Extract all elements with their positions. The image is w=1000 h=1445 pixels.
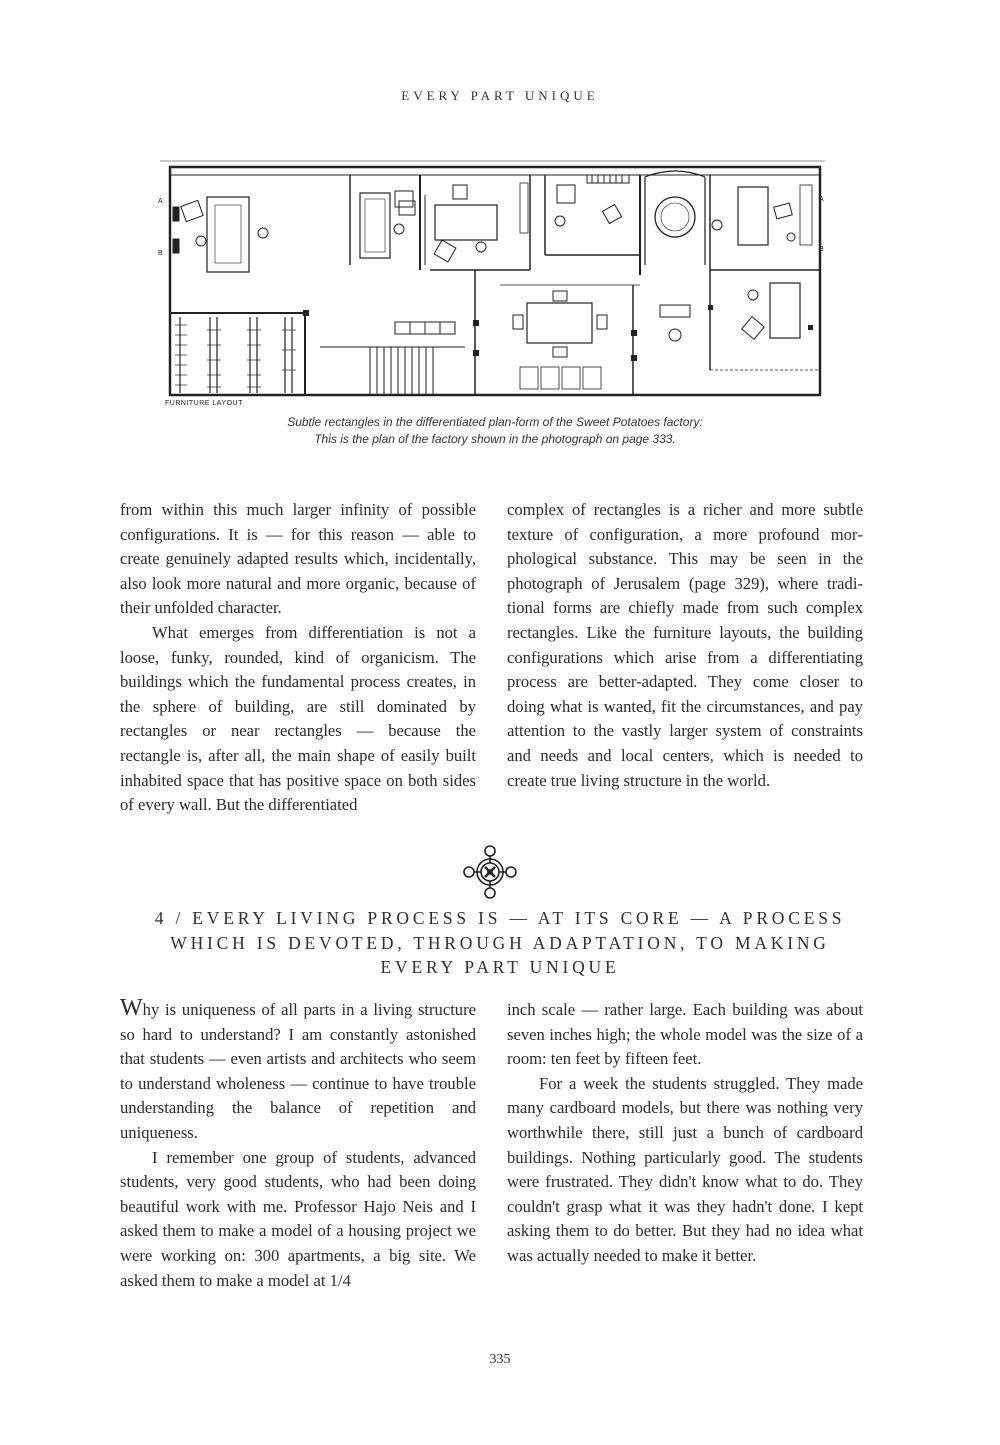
- text-column-right-bottom: [507, 998, 863, 1269]
- section-heading-line-3: EVERY PART UNIQUE: [380, 957, 620, 977]
- caption-line-2: This is the plan of the factory shown in the photograph on page 333.: [314, 432, 676, 446]
- plan-marker-a-right: A: [819, 196, 824, 203]
- text-column-left-bottom: [120, 995, 476, 1293]
- section-heading-line-2: WHICH IS DEVOTED, THROUGH ADAPTATION, TO MAKING: [170, 932, 830, 953]
- plan-marker-b-right: B: [819, 246, 824, 253]
- plan-marker-b-left: B: [158, 250, 163, 257]
- paragraph: inch scale — rather large. Each building was about seven inches high; the whole model was the size of a room: ten feet by fifteen feet.: [507, 1000, 863, 1069]
- ornament-icon: [460, 842, 520, 902]
- paragraph: [120, 995, 476, 1146]
- running-head: EVERY PART UNIQUE: [401, 88, 599, 103]
- figure-caption: [120, 414, 870, 448]
- floor-plan-figure: [155, 155, 830, 410]
- section-heading-line-1: 4 / EVERY LIVING PROCESS IS — AT ITS CORE — A PROCESS: [154, 908, 846, 928]
- page-number: 335: [489, 1352, 511, 1367]
- plan-label: FURNITURE LAYOUT: [165, 400, 243, 407]
- paragraph-text: hy is uniqueness of all parts in a living structure so hard to understand? I am constantly astonished that students — even artists and architects who seem to understand wholeness — continue to have trouble understanding the balance of repetition and uniqueness.: [120, 1000, 476, 1142]
- caption-line-1: Subtle rectangles in the differentiated plan-form of the Sweet Potatoes factory:: [287, 415, 703, 429]
- section-heading: [100, 906, 900, 980]
- plan-marker-a-left: A: [158, 198, 163, 205]
- text-column-right-top: [507, 498, 863, 793]
- paragraph: complex of rectangles is a richer and more subtle texture of configuration, a more profound morphological substance. This may be seen in the photograph of Jerusalem (page 329), where traditional forms are chiefly made from such complex rectangles. Like the furniture layouts, the building configurations which arise from a differentiating process are better-adapted. They come closer to doing what is wanted, fit the circumstances, and pay attention to the vastly larger system of constraints and needs and local centers, which is needed to create true living structure in the world.: [507, 500, 863, 790]
- text-column-left-top: [120, 498, 476, 818]
- paragraph: What emerges from differentiation is not a loose, funky, rounded, kind of organicism. The buildings which the fundamental process creates, in the sphere of building, are still dominated by rectangles or near rectangles — because the rectangle is, after all, the main shape of easily built inhabited space that has positive space on both sides of every wall. But the differentiated: [120, 622, 476, 815]
- paragraph: from within this much larger infinity of possible configurations. It is — for this reason — able to create genuinely adapted results which, incidentally, also look more natural and more organic, because of their unfolded character.: [120, 500, 476, 618]
- drop-cap: W: [120, 995, 143, 1021]
- paragraph: I remember one group of students, advanced students, very good students, who had been doing beautiful work with me. Professor Hajo Neis and I asked them to make a model of a housing project we were working on: 300 apartments, a big site. We asked them to make a model at 1/4: [120, 1147, 476, 1290]
- paragraph: For a week the students struggled. They made many cardboard models, but there was nothing very worthwhile there, still just a bunch of cardboard buildings. Nothing particularly good. The students were frustrated. They didn't know what to do. They couldn't grasp what it was they hadn't done. I kept asking them to do better. But they had no idea what was actually needed to make it better.: [507, 1073, 863, 1265]
